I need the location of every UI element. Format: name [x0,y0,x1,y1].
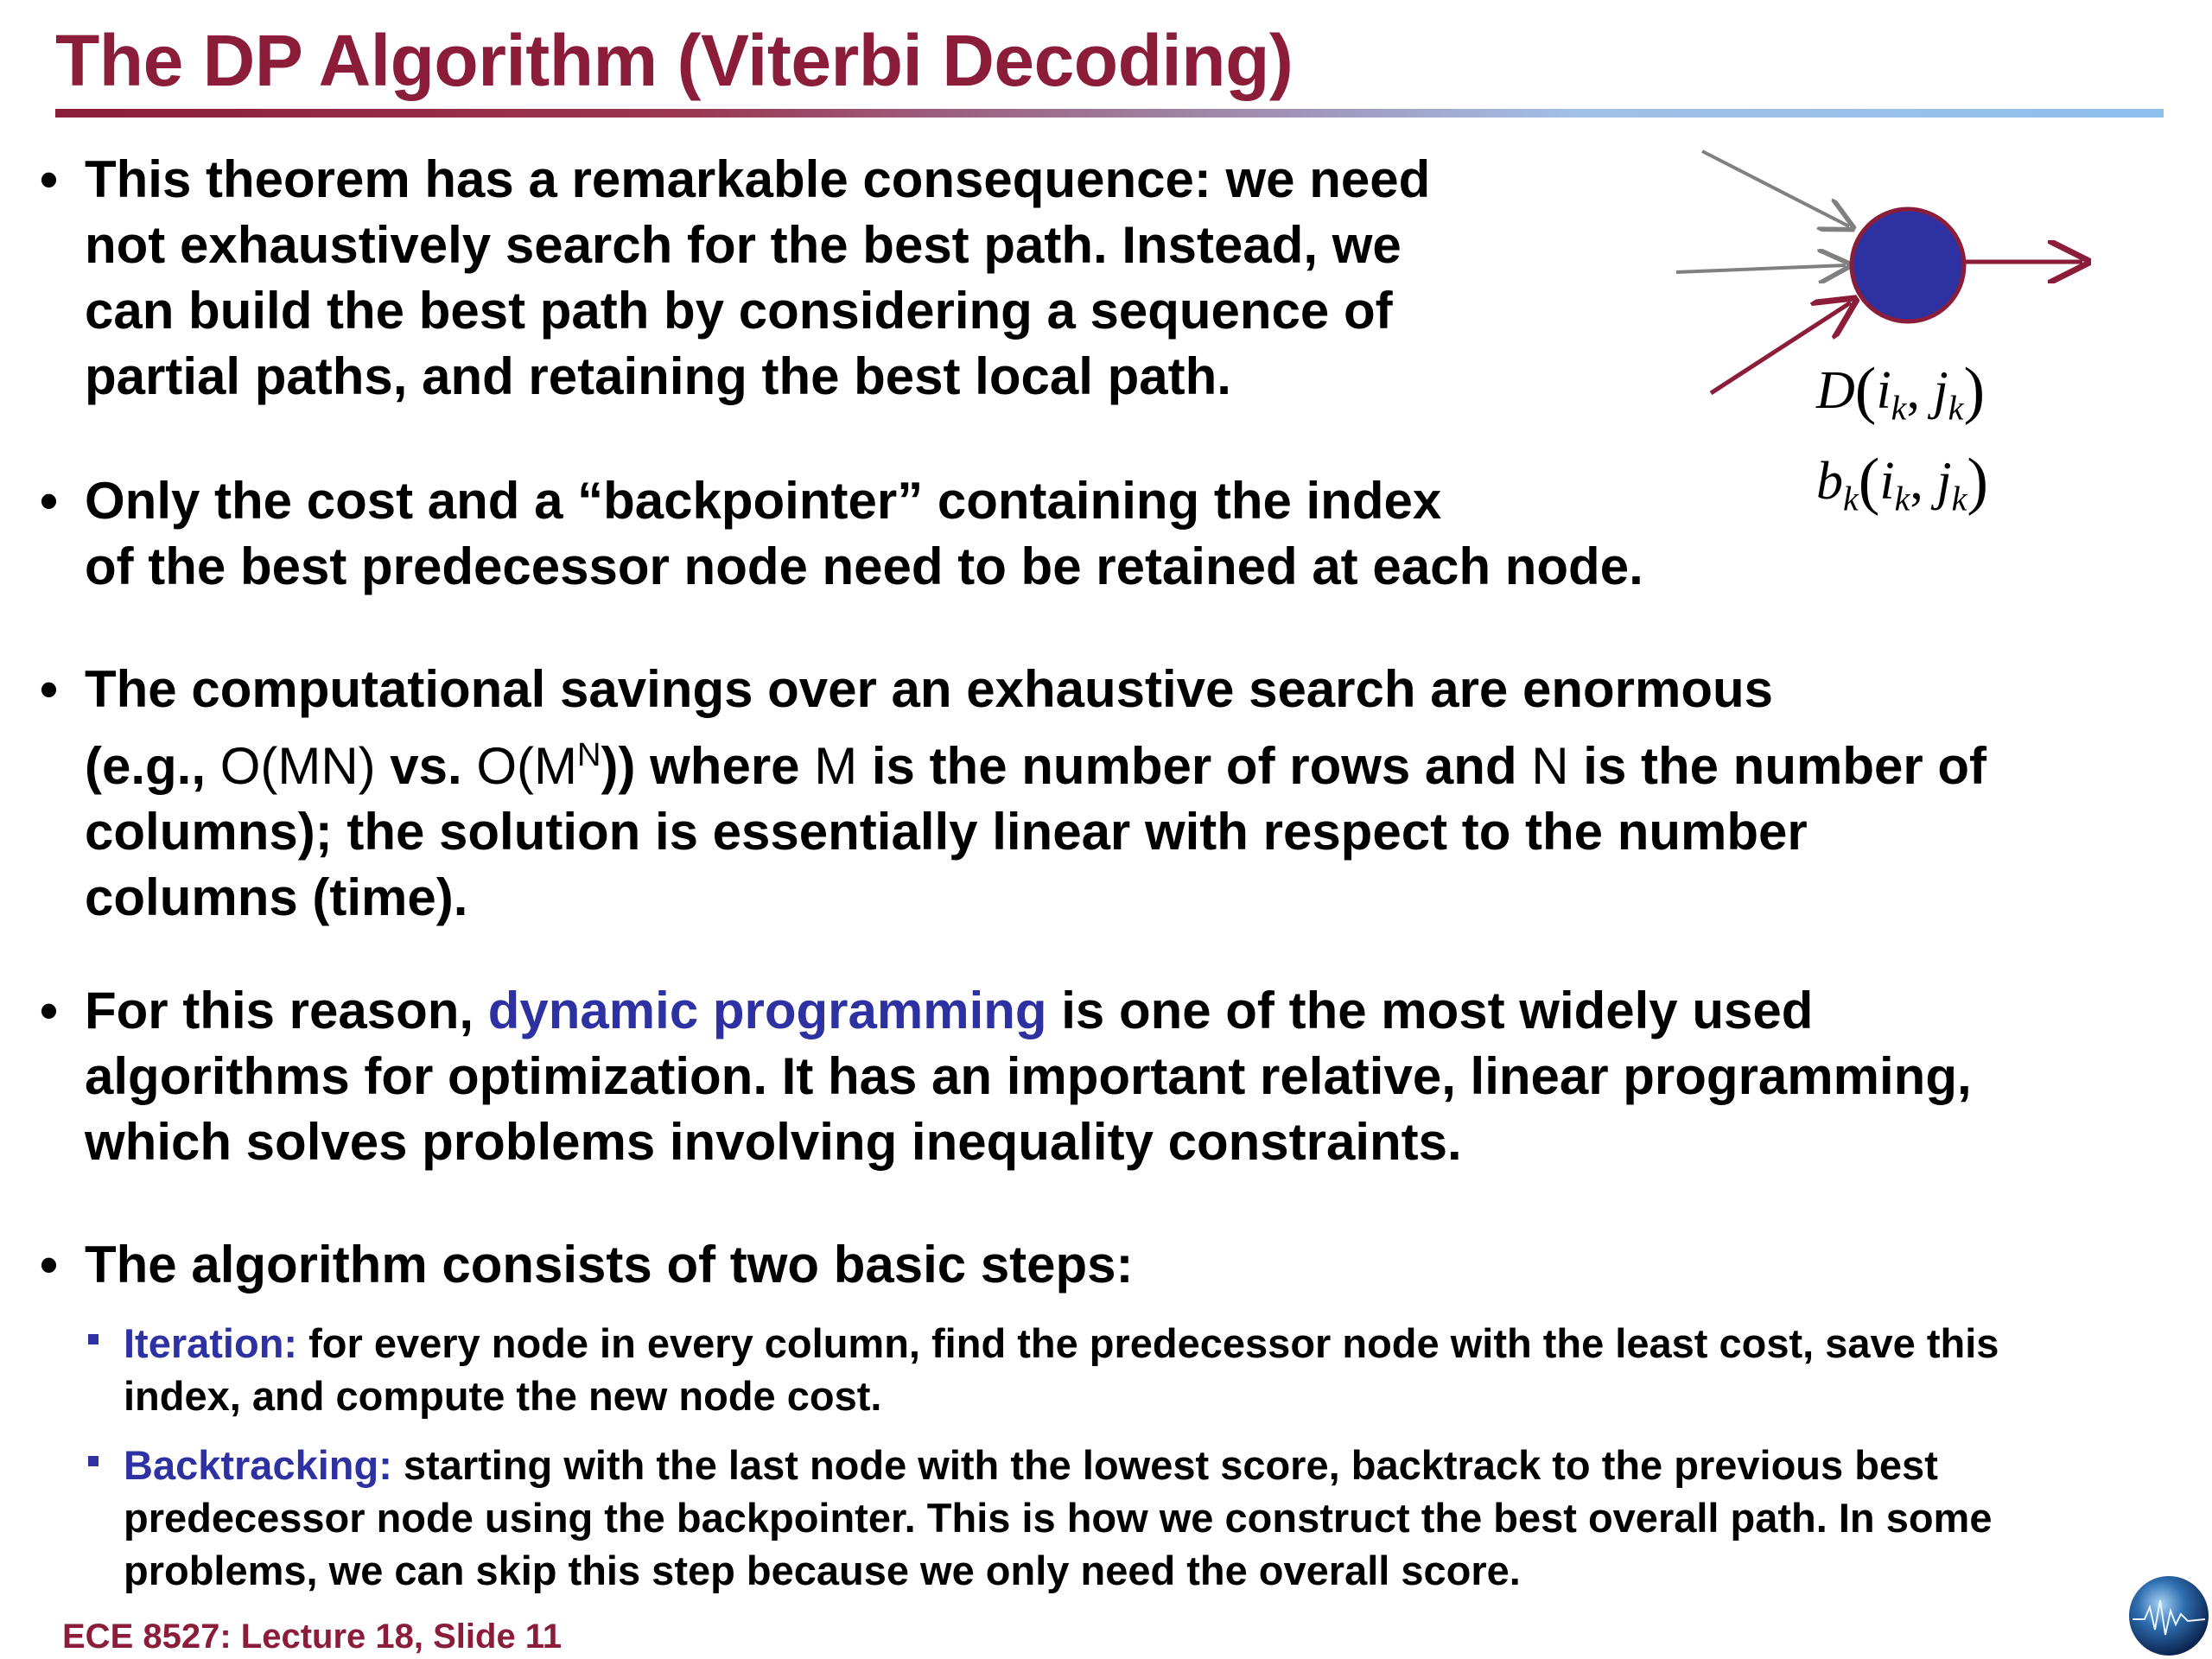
complexity-dp: O(MN) [219,737,376,795]
incoming-arrow-top [1702,151,1849,226]
globe-logo-icon [2127,1574,2210,1657]
slide-title: The DP Algorithm (Viterbi Decoding) [55,20,1294,101]
bullet-2-line-1: Only the cost and a “backpointer” containing the index [85,472,1442,530]
bullet-dot: • [40,472,59,530]
bullet-dot: • [40,982,59,1039]
complexity-exhaustive: $O(M^N$ [476,737,601,795]
bullet-4-line-2: algorithms for optimization. It has an important relative, linear programming, [85,1047,1972,1105]
incoming-arrow-middle [1676,265,1846,272]
square-bullet-icon [88,1456,99,1466]
bullet-dot: • [40,1236,59,1294]
bullet-4-line-1: For this reason, dynamic programming is one of the most widely used [85,982,1814,1039]
bullet-5-line-1: The algorithm consists of two basic steps: [85,1236,1134,1294]
bullet-3-line-4: columns (time). [85,868,468,926]
bullet-4-line-3: which solves problems involving inequality constraints. [85,1113,1462,1171]
backpointer-formula: $b_k(i_k$, $j_k$) [1816,446,1989,518]
bullet-1-line-4: partial paths, and retaining the best local path. [85,347,1231,405]
bullet-2-line-2: of the best predecessor node need to be retained at each node. [85,537,1643,595]
bullet-dot: • [40,150,59,208]
title-underline [55,109,2164,118]
bullet-3-line-3: columns); the solution is essentially linear with respect to the number [85,803,1808,861]
bullet-1-line-3: can build the best path by considering a sequence of [85,282,1393,340]
subbullet-label: Iteration: [124,1320,298,1366]
bullet-1-line-2: not exhaustively search for the best path. Instead, we [85,216,1402,274]
trellis-node [1852,209,1964,321]
bullet-1-line-1: This theorem has a remarkable consequence: we need [85,150,1431,208]
bullet-3-line-1: The computational savings over an exhaustive search are enormous [85,660,1774,718]
square-bullet-icon [88,1334,99,1344]
slide-footer: ECE 8527: Lecture 18, Slide 11 [62,1618,563,1656]
cost-formula: $D(i_k$, $j_k$) [1816,355,1986,428]
highlight-term: dynamic programming [487,982,1047,1039]
subbullet-label: Backtracking: [124,1442,392,1488]
bullet-3-line-2: (e.g., O(MN) vs. $O(M^N)$) where M is the number of rows and N is the number of [85,737,1986,795]
bullet-dot: • [40,660,59,718]
